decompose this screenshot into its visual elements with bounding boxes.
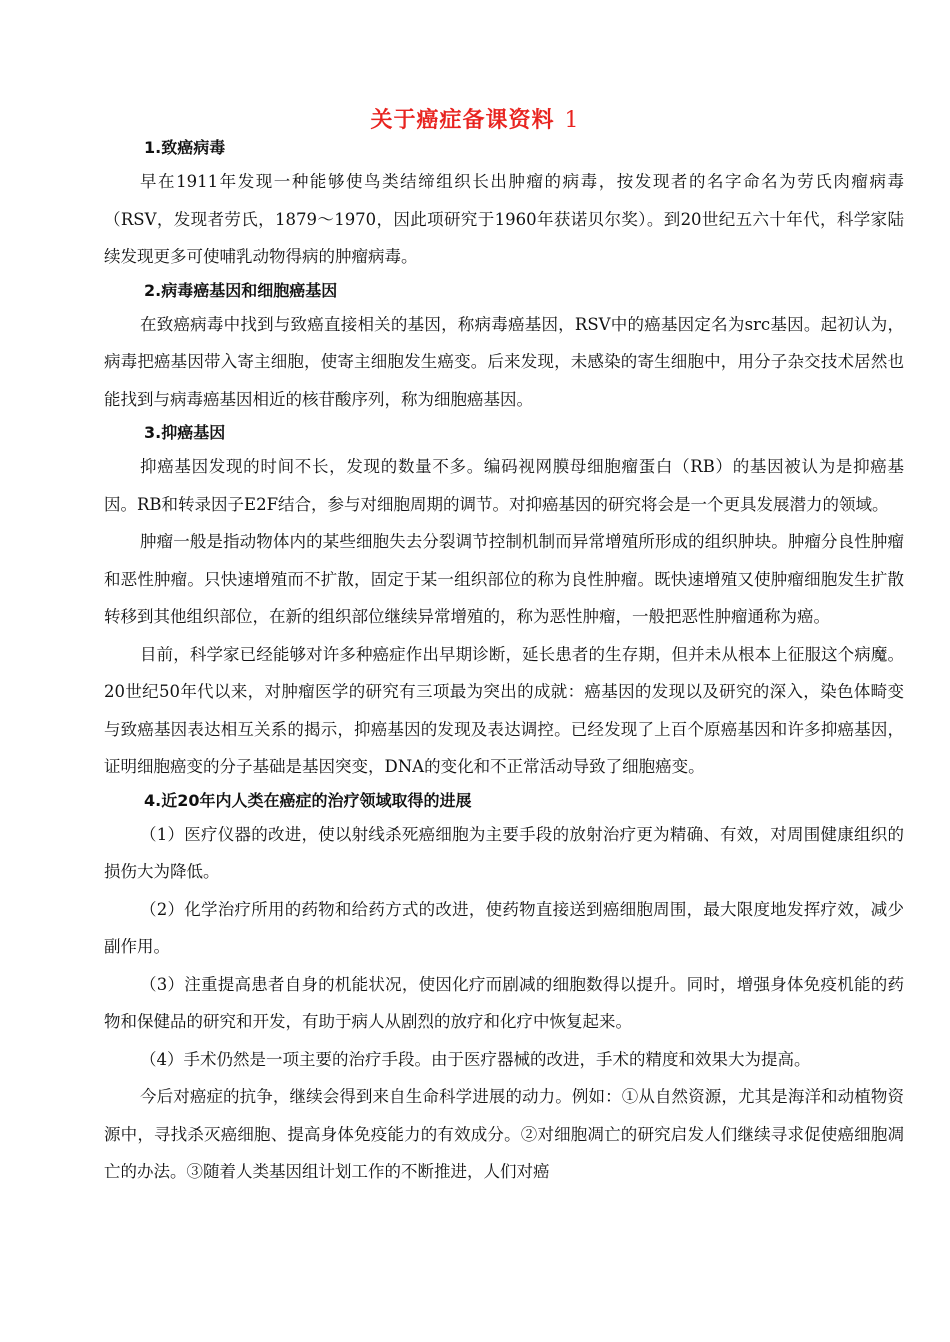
section-4 <box>104 786 904 1191</box>
paragraph: 肿瘤一般是指动物体内的某些细胞失去分裂调节控制机制而异常增殖所形成的组织肿块。肿瘤分良性肿瘤和恶性肿瘤。只快速增殖而不扩散，固定于某一组织部位的称为良性肿瘤。既快速增殖又使肿瘤细胞发生扩散转移到其他组织部位，在新的组织部位继续异常增殖的，称为恶性肿瘤，一般把恶性肿瘤通称为癌。 <box>104 532 904 626</box>
paragraph: 今后对癌症的抗争，继续会得到来自生命科学进展的动力。例如：①从自然资源，尤其是海洋和动植物资源中，寻找杀灭癌细胞、提高身体免疫能力的有效成分。②对细胞凋亡的研究启发人们继续寻求促使癌细胞凋亡的办法。③随着人类基因组计划工作的不断推进，人们对癌 <box>104 1087 904 1181</box>
paragraph: 目前，科学家已经能够对许多种癌症作出早期诊断，延长患者的生存期，但并未从根本上征服这个病魔。20世纪50年代以来，对肿瘤医学的研究有三项最为突出的成就：癌基因的发现以及研究的深入，染色体畸变与致癌基因表达相互关系的揭示，抑癌基因的发现及表达调控。已经发现了上百个原癌基因和许多抑癌基因，证明细胞癌变的分子基础是基因突变，DNA的变化和不正常活动导致了细胞癌变。 <box>104 644 904 776</box>
title-text: 关于癌症备课资料 <box>370 107 555 133</box>
section-2 <box>104 276 904 419</box>
section-1 <box>104 133 904 276</box>
paragraph: 抑癌基因发现的时间不长，发现的数量不多。编码视网膜母细胞瘤蛋白（RB）的基因被认为是抑癌基因。RB和转录因子E2F结合，参与对细胞周期的调节。对抑癌基因的研究将会是一个更具发展潜力的领域。 <box>104 457 904 514</box>
title-number: 1 <box>564 108 580 133</box>
paragraph: 在致癌病毒中找到与致癌直接相关的基因，称病毒癌基因，RSV中的癌基因定名为src基因。起初认为，病毒把癌基因带入寄主细胞，使寄主细胞发生癌变。后来发现，未感染的寄生细胞中，用分子杂交技术居然也能找到与病毒癌基因相近的核苷酸序列，称为细胞癌基因。 <box>104 314 904 409</box>
paragraph: （1）医疗仪器的改进，使以射线杀死癌细胞为主要手段的放射治疗更为精确、有效，对周围健康组织的损伤大为降低。 <box>104 824 904 881</box>
section-heading: 4.近20年内人类在癌症的治疗领域取得的进展 <box>144 790 472 810</box>
section-heading: 3.抑癌基因 <box>144 423 226 442</box>
section-3 <box>104 418 904 786</box>
document-body <box>104 133 904 1191</box>
section-heading: 1.致癌病毒 <box>144 138 226 157</box>
section-heading: 2.病毒癌基因和细胞癌基因 <box>144 280 338 300</box>
paragraph: （4）手术仍然是一项主要的治疗手段。由于医疗器械的改进，手术的精度和效果大为提高。 <box>140 1049 811 1069</box>
paragraph: 早在1911年发现一种能够使鸟类结缔组织长出肿瘤的病毒，按发现者的名字命名为劳氏肉瘤病毒（RSV，发现者劳氏，1879～1970，因此项研究于1960年获诺贝尔奖）。到20世纪五六十年代，科学家陆续发现更多可使哺乳动物得病的肿瘤病毒。 <box>104 172 904 266</box>
paragraph: （3）注重提高患者自身的机能状况，使因化疗而剧减的细胞数得以提升。同时，增强身体免疫机能的药物和保健品的研究和开发，有助于病人从剧烈的放疗和化疗中恢复起来。 <box>104 974 904 1031</box>
paragraph: （2）化学治疗所用的药物和给药方式的改进，使药物直接送到癌细胞周围，最大限度地发挥疗效，减少副作用。 <box>104 899 904 956</box>
